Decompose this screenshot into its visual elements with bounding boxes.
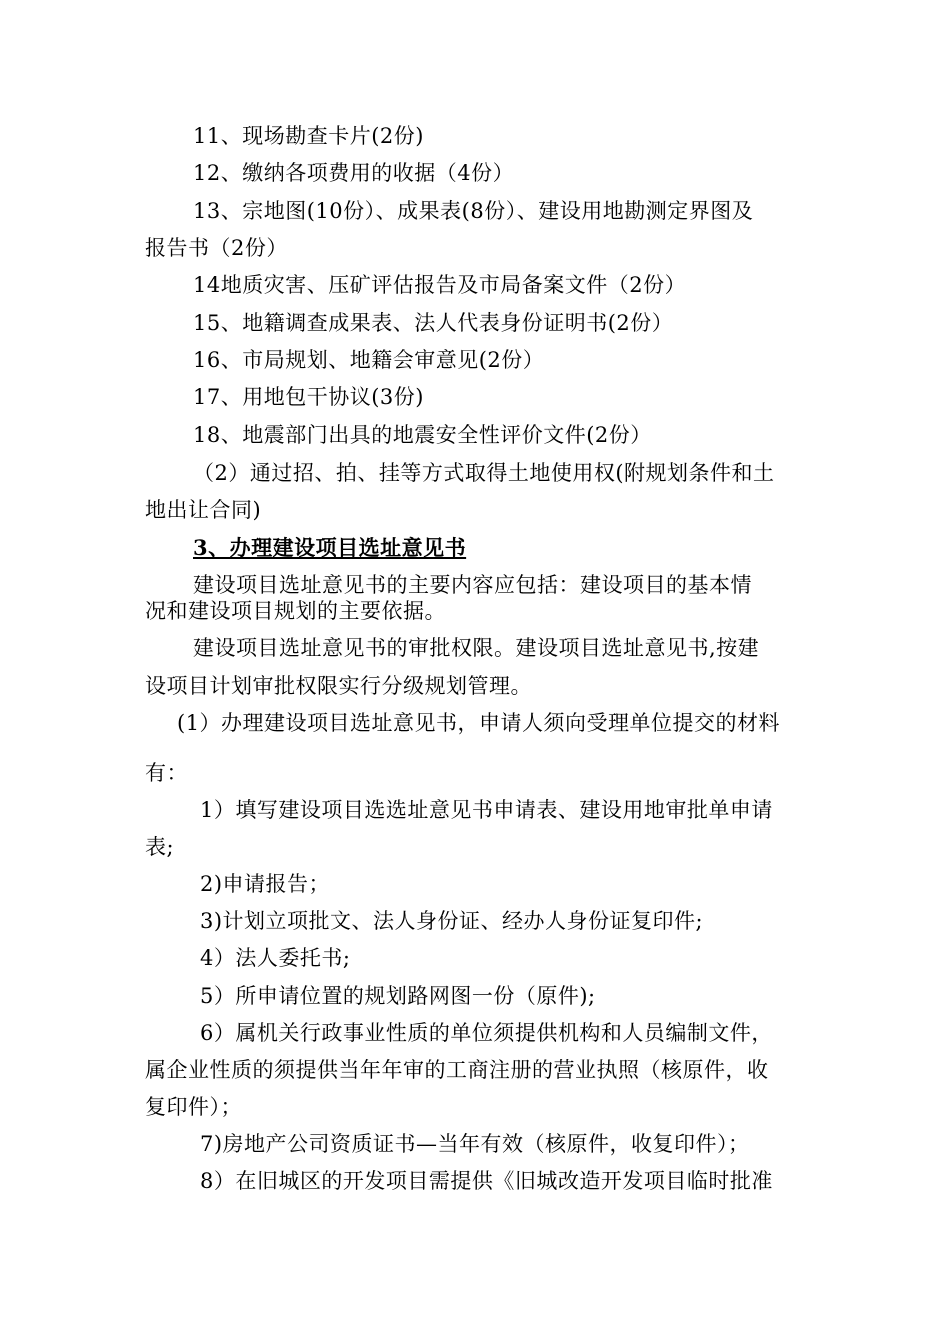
list-item-17: 17、用地包干协议(3份) [193, 385, 424, 409]
paragraph-content-cont: 况和建设项目规划的主要依据。 [145, 599, 446, 623]
material-item-3: 3)计划立项批文、法人身份证、经办人身份证复印件; [200, 909, 704, 933]
paragraph-authority-cont: 设项目计划审批权限实行分级规划管理。 [145, 674, 532, 698]
list-item-13: 13、宗地图(10份）、成果表(8份）、建设用地勘测定界图及 [193, 199, 754, 223]
list-item-13-cont: 报告书（2份） [145, 236, 288, 260]
material-item-7: 7)房地产公司资质证书—当年有效（核原件，收复印件）； [200, 1132, 750, 1156]
material-item-6-cont-2: 复印件）； [145, 1095, 242, 1119]
list-item-11: 11、现场勘查卡片(2份) [193, 124, 424, 148]
list-item-14: 14地质灾害、压矿评估报告及市局备案文件（2份） [193, 273, 687, 297]
material-item-1: 1）填写建设项目选选址意见书申请表、建设用地审批单申请 [200, 798, 773, 822]
material-item-6-cont: 属企业性质的须提供当年年审的工商注册的营业执照（核原件，收 [145, 1058, 769, 1082]
paragraph-authority: 建设项目选址意见书的审批权限。建设项目选址意见书,按建 [193, 636, 760, 660]
list-item-12: 12、缴纳各项费用的收据（4份） [193, 161, 515, 185]
paragraph-2-cont: 地出让合同) [145, 498, 262, 522]
material-item-1-cont: 表; [145, 835, 175, 859]
material-item-4: 4）法人委托书; [200, 946, 351, 970]
material-item-8: 8）在旧城区的开发项目需提供《旧城改造开发项目临时批准 [200, 1169, 773, 1193]
list-item-15: 15、地籍调查成果表、法人代表身份证明书(2份） [193, 311, 674, 335]
paragraph-2: （2）通过招、拍、挂等方式取得土地使用权(附规划条件和土 [193, 461, 775, 485]
material-item-6: 6）属机关行政事业性质的单位须提供机构和人员编制文件， [200, 1021, 773, 1045]
material-item-5: 5）所申请位置的规划路网图一份（原件); [200, 984, 596, 1008]
list-item-16: 16、市局规划、地籍会审意见(2份） [193, 348, 545, 372]
paragraph-content: 建设项目选址意见书的主要内容应包括：建设项目的基本情 [193, 573, 752, 597]
paragraph-materials: (1）办理建设项目选址意见书，申请人须向受理单位提交的材料 [177, 711, 781, 735]
material-item-2: 2)申请报告； [200, 872, 331, 896]
paragraph-materials-cont: 有： [145, 761, 188, 785]
list-item-18: 18、地震部门出具的地震安全性评价文件(2份） [193, 423, 652, 447]
section-heading: 3、办理建设项目选址意见书 [193, 535, 467, 560]
